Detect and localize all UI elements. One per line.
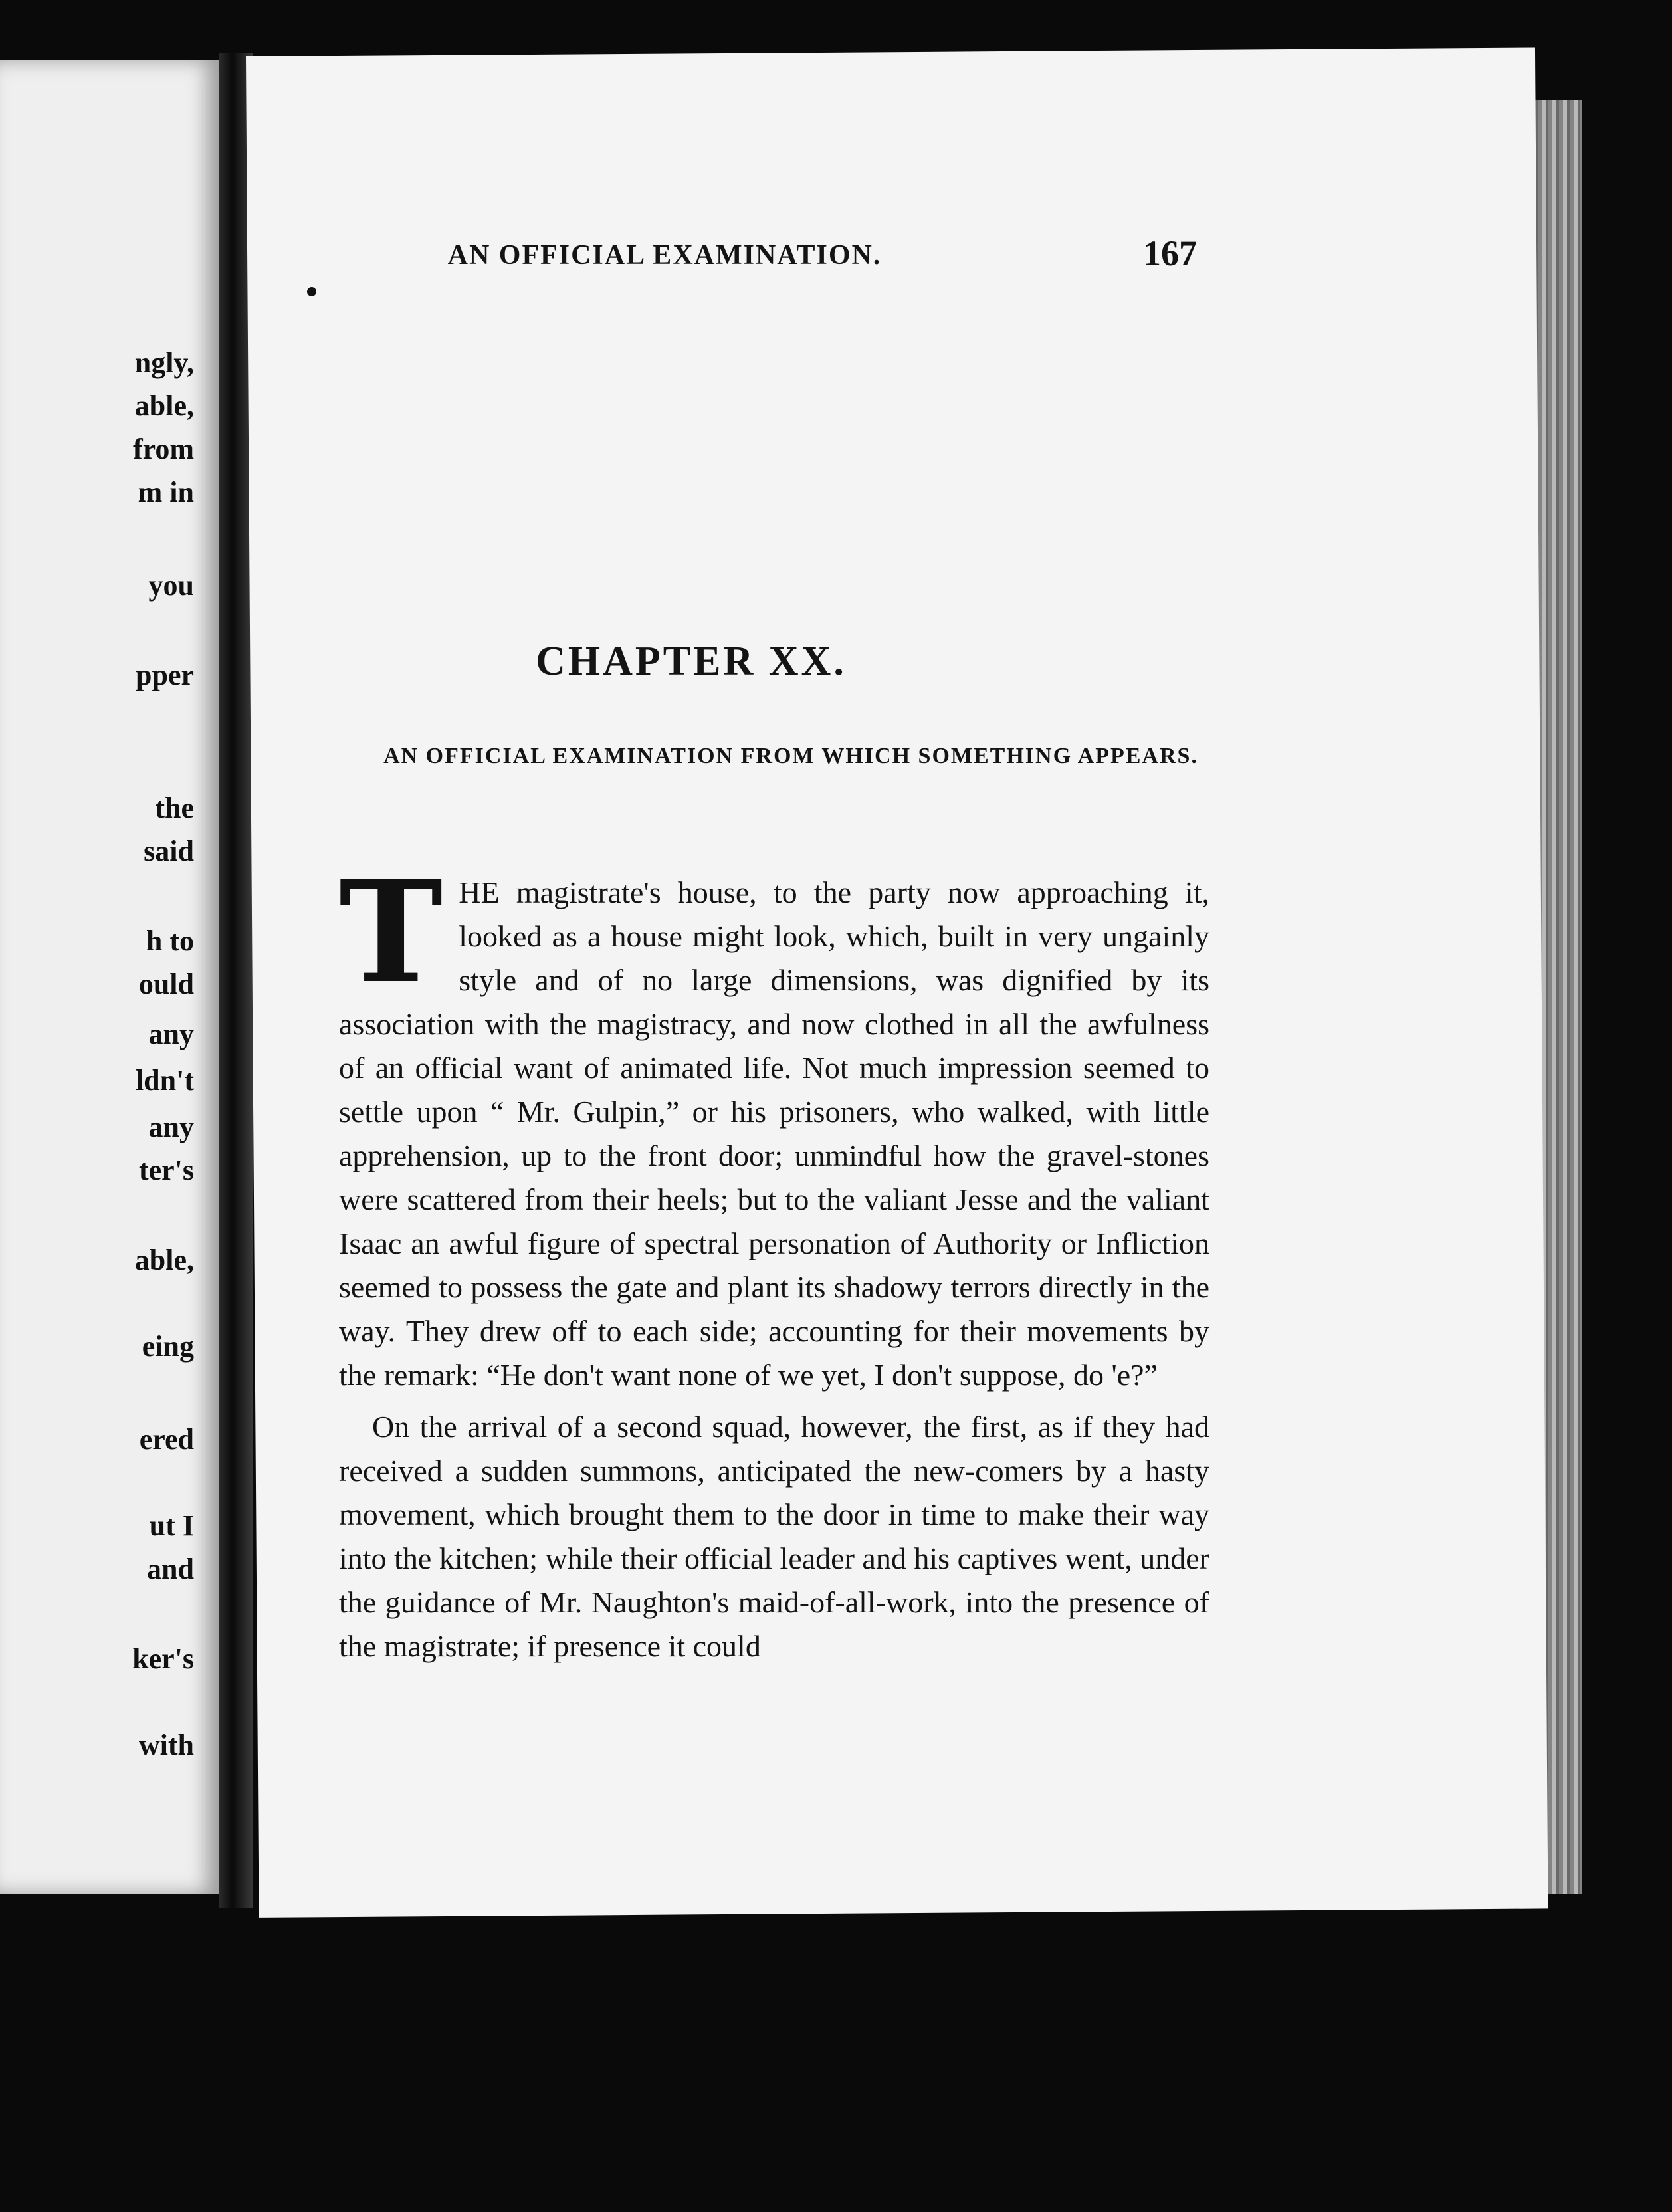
left-page-fragment: with	[138, 1729, 194, 1761]
paragraph-1	[339, 850, 1209, 1397]
left-page-fragment: you	[148, 569, 194, 602]
left-page-fragment: said	[144, 835, 194, 867]
left-page-fragment: any	[148, 1111, 194, 1143]
left-page-fragment: pper	[136, 659, 194, 691]
chapter-subtitle: AN OFFICIAL EXAMINATION FROM WHICH SOMETHING APPEARS.	[383, 744, 1198, 768]
paragraph-1-text: HE magistrate's house, to the party now approaching it, looked as a house might look, which, built in very ungainly style and of no large dimensions, was dignified by its association with the magistracy, and now clothed in all the awfulness of an official want of animated life. Not much impression seemed to settle upon “ Mr. Gulpin,” or his prisoners, who walked, with little apprehension, up to the front door; unmindful how the gravel-stones were scattered from their heels; but to the valiant Jesse and the valiant Isaac an awful figure of spectral personation of Authority or Infliction seemed to possess the gate and plant its shadowy terrors directly in the way. They drew off to each side; accounting for their movements by the remark: “He don't want none of we yet, I don't suppose, do 'e?”	[339, 875, 1209, 1392]
left-page-fragment: h to	[146, 925, 194, 957]
running-head: AN OFFICIAL EXAMINATION.	[447, 240, 882, 271]
left-page-fragment: ker's	[132, 1642, 194, 1675]
left-page-fragment: ut I	[149, 1509, 194, 1542]
left-page-fragment: eing	[142, 1330, 194, 1363]
left-page	[0, 60, 219, 1894]
left-page-fragment: ngly,	[134, 346, 194, 379]
left-page-fragment: able,	[134, 389, 194, 422]
left-page-fragment: and	[147, 1553, 194, 1585]
left-page-fragment: m in	[138, 476, 194, 508]
left-page-fragment: ter's	[138, 1154, 194, 1186]
left-page-fragment: from	[132, 433, 194, 465]
page-number: 167	[1143, 233, 1197, 273]
ink-dot	[307, 287, 316, 296]
chapter-title: CHAPTER XX.	[536, 639, 847, 684]
paragraph-2: On the arrival of a second squad, however, the first, as if they had received a sudden summons, anticipated the new-comers by a hasty movement, which brought them to the door in time to make their way into the kitchen; while their official leader and his captives went, under the guidance of Mr. Naughton's maid-of-all-work, into the presence of the magistrate; if presence it could	[339, 1410, 1209, 1663]
left-page-fragment: able,	[134, 1244, 194, 1276]
left-page-fragment: ldn't	[135, 1064, 194, 1097]
left-page-fragment: the	[155, 792, 194, 824]
body-text	[339, 850, 1209, 1676]
left-page-fragment: ered	[139, 1423, 194, 1456]
left-page-fragment: ould	[138, 968, 194, 1000]
drop-cap: T	[339, 850, 443, 1014]
left-page-fragment: any	[148, 1018, 194, 1050]
